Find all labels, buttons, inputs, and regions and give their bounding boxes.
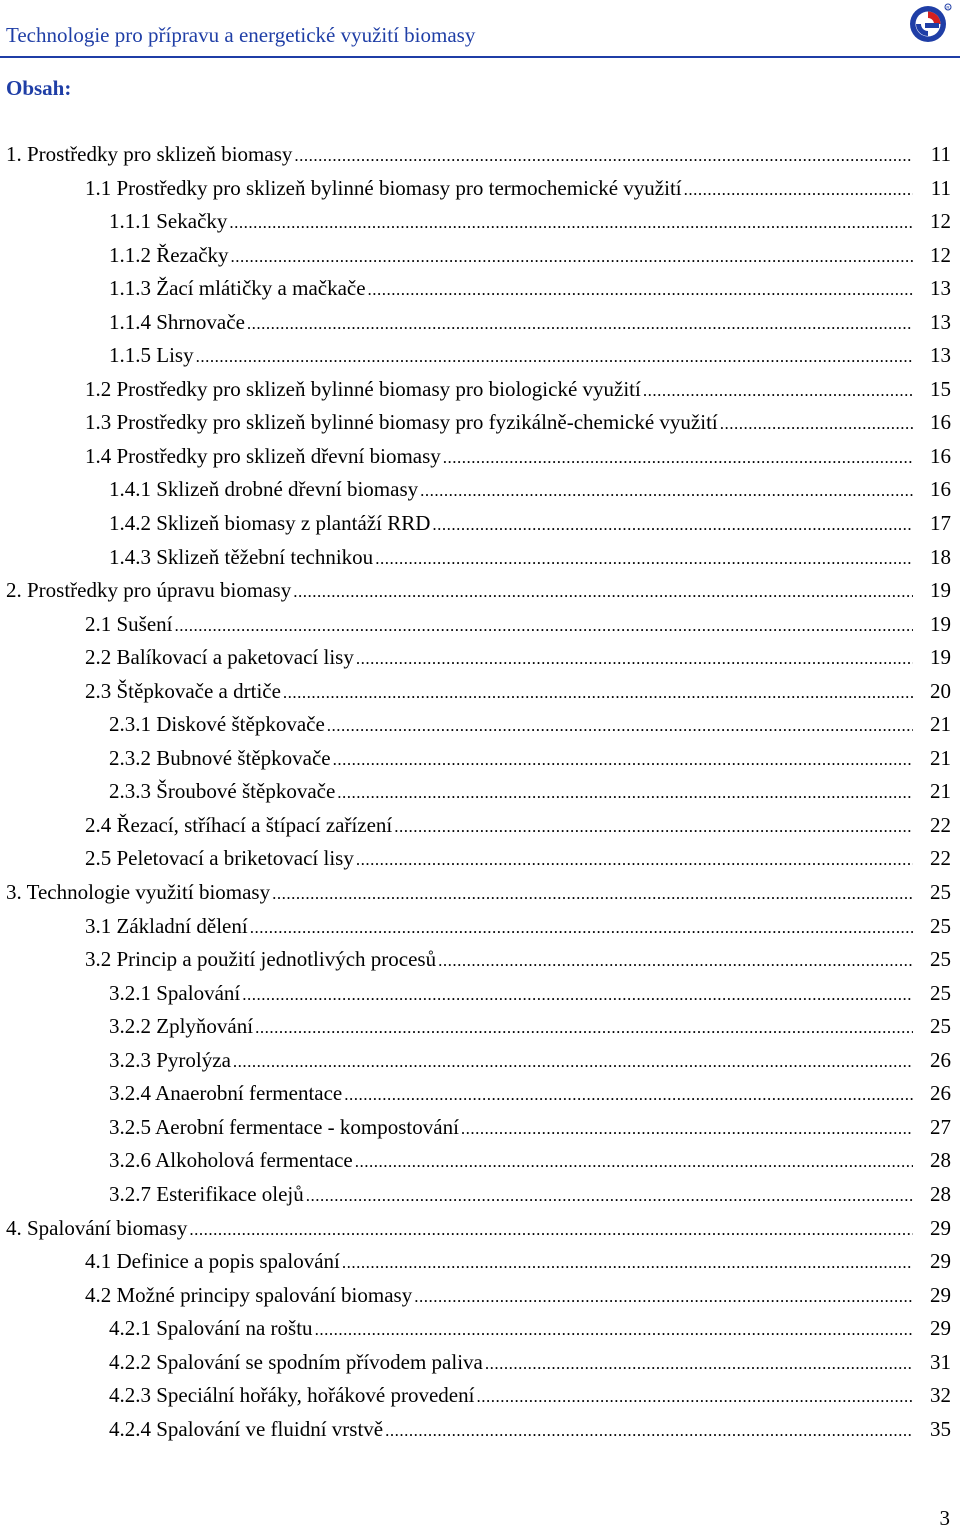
toc-entry[interactable] xyxy=(0,911,960,945)
toc-dot-leader xyxy=(443,443,913,473)
toc-entry[interactable] xyxy=(0,240,960,274)
toc-entry-title: 3.2.2 Zplyňování xyxy=(109,1014,254,1039)
toc-entry-page-number: 12 xyxy=(930,209,951,234)
toc-entry[interactable] xyxy=(0,340,960,374)
toc-entry[interactable] xyxy=(0,776,960,810)
toc-dot-leader xyxy=(461,1114,913,1144)
toc-dot-leader xyxy=(255,1013,913,1043)
toc-entry[interactable] xyxy=(0,1313,960,1347)
header-divider xyxy=(0,56,960,58)
toc-entry-page-number: 11 xyxy=(930,175,951,200)
toc-dot-leader xyxy=(175,611,913,641)
toc-entry-title: 4. Spalování biomasy xyxy=(6,1215,188,1240)
toc-entry-page-number: 29 xyxy=(930,1215,951,1240)
toc-entry[interactable] xyxy=(0,474,960,508)
toc-entry-title: 3.2.6 Alkoholová fermentace xyxy=(109,1148,353,1173)
toc-entry-title: 1.1.3 Žací mlátičky a mačkače xyxy=(109,276,366,301)
toc-entry-title: 4.2.4 Spalování ve fluidní vrstvě xyxy=(109,1416,384,1441)
toc-entry-page-number: 13 xyxy=(930,343,951,368)
toc-entry-page-number: 21 xyxy=(930,779,951,804)
toc-dot-leader xyxy=(247,309,913,339)
toc-entry-title: 4.1 Definice a popis spalování xyxy=(85,1249,340,1274)
toc-entry-page-number: 19 xyxy=(930,645,951,670)
toc-entry[interactable] xyxy=(0,810,960,844)
toc-entry-title: 4.2 Možné principy spalování biomasy xyxy=(85,1282,413,1307)
toc-entry-title: 2.1 Sušení xyxy=(85,611,173,636)
toc-dot-leader xyxy=(315,1315,913,1345)
toc-entry[interactable] xyxy=(0,542,960,576)
toc-dot-leader xyxy=(306,1181,913,1211)
toc-dot-leader xyxy=(333,745,913,775)
toc-entry-title: 3.2.7 Esterifikace olejů xyxy=(109,1181,304,1206)
toc-dot-leader xyxy=(189,1215,913,1245)
toc-entry-page-number: 22 xyxy=(930,812,951,837)
toc-entry-page-number: 16 xyxy=(930,443,951,468)
toc-entry-page-number: 26 xyxy=(930,1081,951,1106)
toc-dot-leader xyxy=(355,1147,913,1177)
toc-entry[interactable] xyxy=(0,407,960,441)
toc-entry[interactable] xyxy=(0,139,960,173)
toc-dot-leader xyxy=(485,1349,913,1379)
toc-entry-page-number: 25 xyxy=(930,1014,951,1039)
toc-entry-title: 1.1.4 Shrnovače xyxy=(109,309,245,334)
toc-entry-title: 1.2 Prostředky pro sklizeň bylinné biomasy pro biologické využití xyxy=(85,376,641,401)
toc-entry[interactable] xyxy=(0,609,960,643)
toc-entry-page-number: 13 xyxy=(930,309,951,334)
toc-entry-title: 2.4 Řezací, stříhací a štípací zařízení xyxy=(85,812,393,837)
toc-entry-page-number: 19 xyxy=(930,611,951,636)
toc-entry-page-number: 17 xyxy=(930,511,951,536)
toc-entry[interactable] xyxy=(0,508,960,542)
toc-dot-leader xyxy=(385,1416,913,1446)
toc-entry[interactable] xyxy=(0,978,960,1012)
toc-dot-leader xyxy=(344,1080,913,1110)
toc-entry[interactable] xyxy=(0,1280,960,1314)
toc-entry-title: 1.4.2 Sklizeň biomasy z plantáží RRD xyxy=(109,511,431,536)
toc-entry[interactable] xyxy=(0,1213,960,1247)
toc-entry-page-number: 28 xyxy=(930,1148,951,1173)
toc-entry-title: 3.1 Základní dělení xyxy=(85,913,248,938)
toc-dot-leader xyxy=(229,208,913,238)
toc-entry-page-number: 25 xyxy=(930,947,951,972)
toc-entry[interactable] xyxy=(0,1246,960,1280)
toc-heading: Obsah: xyxy=(6,76,72,100)
toc-entry-page-number: 15 xyxy=(930,376,951,401)
toc-entry-page-number: 28 xyxy=(930,1181,951,1206)
toc-entry-page-number: 21 xyxy=(930,745,951,770)
document-header-title: Technologie pro přípravu a energetické využití biomasy xyxy=(6,23,476,47)
toc-entry-page-number: 27 xyxy=(930,1114,951,1139)
toc-dot-leader xyxy=(375,544,913,574)
toc-entry-title: 3.2 Princip a použití jednotlivých procesů xyxy=(85,947,437,972)
toc-entry[interactable] xyxy=(0,1347,960,1381)
toc-dot-leader xyxy=(476,1382,913,1412)
toc-entry-title: 3.2.1 Spalování xyxy=(109,980,241,1005)
toc-dot-leader xyxy=(356,845,913,875)
toc-entry-title: 3. Technologie využití biomasy xyxy=(6,880,271,905)
toc-entry-page-number: 19 xyxy=(930,578,951,603)
toc-dot-leader xyxy=(342,1248,913,1278)
toc-entry-page-number: 12 xyxy=(930,242,951,267)
toc-dot-leader xyxy=(272,879,913,909)
toc-entry-title: 4.2.1 Spalování na roštu xyxy=(109,1316,313,1341)
table-of-contents xyxy=(0,139,960,1447)
toc-entry[interactable] xyxy=(0,1045,960,1079)
toc-entry-title: 3.2.3 Pyrolýza xyxy=(109,1047,231,1072)
toc-entry-title: 1.1.1 Sekačky xyxy=(109,209,228,234)
toc-entry[interactable] xyxy=(0,1078,960,1112)
toc-entry[interactable] xyxy=(0,173,960,207)
toc-entry[interactable] xyxy=(0,575,960,609)
toc-entry-page-number: 11 xyxy=(930,142,951,166)
toc-entry-title: 2.5 Peletovací a briketovací lisy xyxy=(85,846,354,871)
toc-entry[interactable] xyxy=(0,1380,960,1414)
toc-entry-page-number: 29 xyxy=(930,1249,951,1274)
toc-entry-title: 2. Prostředky pro úpravu biomasy xyxy=(6,578,292,603)
toc-dot-leader xyxy=(432,510,913,540)
toc-entry-title: 3.2.5 Aerobní fermentace - kompostování xyxy=(109,1114,459,1139)
toc-entry-title: 1.1.5 Lisy xyxy=(109,343,194,368)
toc-entry-title: 1. Prostředky pro sklizeň biomasy xyxy=(6,142,293,166)
toc-entry-page-number: 20 xyxy=(930,678,951,703)
toc-entry-title: 1.3 Prostředky pro sklizeň bylinné biomasy pro fyzikálně-chemické využití xyxy=(85,410,718,435)
toc-entry-title: 1.4.3 Sklizeň těžební technikou xyxy=(109,544,374,569)
toc-dot-leader xyxy=(250,913,913,943)
toc-entry-page-number: 29 xyxy=(930,1282,951,1307)
toc-entry-page-number: 13 xyxy=(930,276,951,301)
toc-entry-page-number: 16 xyxy=(930,410,951,435)
toc-entry[interactable] xyxy=(0,1414,960,1448)
toc-entry[interactable] xyxy=(0,1179,960,1213)
toc-dot-leader xyxy=(394,812,913,842)
toc-dot-leader xyxy=(368,275,913,305)
toc-dot-leader xyxy=(356,644,913,674)
toc-entry-title: 2.3.3 Šroubové štěpkovače xyxy=(109,779,336,804)
toc-entry-title: 1.1 Prostředky pro sklizeň bylinné biomasy pro termochemické využití xyxy=(85,175,682,200)
toc-entry[interactable] xyxy=(0,1145,960,1179)
toc-entry[interactable] xyxy=(0,307,960,341)
toc-entry-page-number: 32 xyxy=(930,1383,951,1408)
toc-entry[interactable] xyxy=(0,877,960,911)
toc-entry-title: 2.3.2 Bubnové štěpkovače xyxy=(109,745,331,770)
toc-entry[interactable] xyxy=(0,944,960,978)
toc-dot-leader xyxy=(242,980,913,1010)
toc-entry[interactable] xyxy=(0,743,960,777)
toc-dot-leader xyxy=(294,141,913,171)
toc-dot-leader xyxy=(196,342,913,372)
toc-entry-page-number: 29 xyxy=(930,1316,951,1341)
toc-entry-page-number: 26 xyxy=(930,1047,951,1072)
toc-dot-leader xyxy=(684,175,913,205)
toc-entry-page-number: 31 xyxy=(930,1349,951,1374)
toc-entry[interactable] xyxy=(0,1112,960,1146)
toc-entry[interactable] xyxy=(0,676,960,710)
toc-entry[interactable] xyxy=(0,441,960,475)
toc-entry-title: 1.1.2 Řezačky xyxy=(109,242,229,267)
page-number: 3 xyxy=(939,1506,950,1530)
toc-dot-leader xyxy=(438,946,913,976)
toc-entry-title: 1.4 Prostředky pro sklizeň dřevní biomasy xyxy=(85,443,441,468)
toc-entry-title: 3.2.4 Anaerobní fermentace xyxy=(109,1081,343,1106)
toc-entry-title: 2.2 Balíkovací a paketovací lisy xyxy=(85,645,354,670)
toc-dot-leader xyxy=(337,778,913,808)
svg-text:R: R xyxy=(946,5,950,10)
toc-dot-leader xyxy=(293,577,913,607)
toc-dot-leader xyxy=(283,678,913,708)
toc-entry-page-number: 16 xyxy=(930,477,951,502)
toc-dot-leader xyxy=(414,1282,913,1312)
toc-entry-page-number: 18 xyxy=(930,544,951,569)
toc-entry[interactable] xyxy=(0,374,960,408)
toc-entry-page-number: 35 xyxy=(930,1416,951,1441)
toc-entry-title: 2.3.1 Diskové štěpkovače xyxy=(109,712,325,737)
toc-dot-leader xyxy=(327,711,913,741)
toc-dot-leader xyxy=(420,476,913,506)
institution-logo-icon xyxy=(908,2,952,46)
toc-dot-leader xyxy=(233,1047,913,1077)
toc-entry[interactable] xyxy=(0,843,960,877)
toc-entry-page-number: 22 xyxy=(930,846,951,871)
toc-entry[interactable] xyxy=(0,709,960,743)
toc-entry-page-number: 25 xyxy=(930,913,951,938)
toc-entry[interactable] xyxy=(0,1011,960,1045)
toc-dot-leader xyxy=(231,242,913,272)
toc-entry[interactable] xyxy=(0,273,960,307)
toc-dot-leader xyxy=(643,376,913,406)
toc-entry-page-number: 25 xyxy=(930,880,951,905)
toc-entry-title: 4.2.3 Speciální hořáky, hořákové provedení xyxy=(109,1383,475,1408)
toc-dot-leader xyxy=(720,409,913,439)
toc-entry[interactable] xyxy=(0,206,960,240)
toc-entry-page-number: 25 xyxy=(930,980,951,1005)
logo-graphic xyxy=(908,2,952,46)
toc-entry-title: 1.4.1 Sklizeň drobné dřevní biomasy xyxy=(109,477,419,502)
toc-entry-title: 2.3 Štěpkovače a drtiče xyxy=(85,678,281,703)
toc-entry-page-number: 21 xyxy=(930,712,951,737)
toc-entry[interactable] xyxy=(0,642,960,676)
toc-entry-title: 4.2.2 Spalování se spodním přívodem paliva xyxy=(109,1349,483,1374)
